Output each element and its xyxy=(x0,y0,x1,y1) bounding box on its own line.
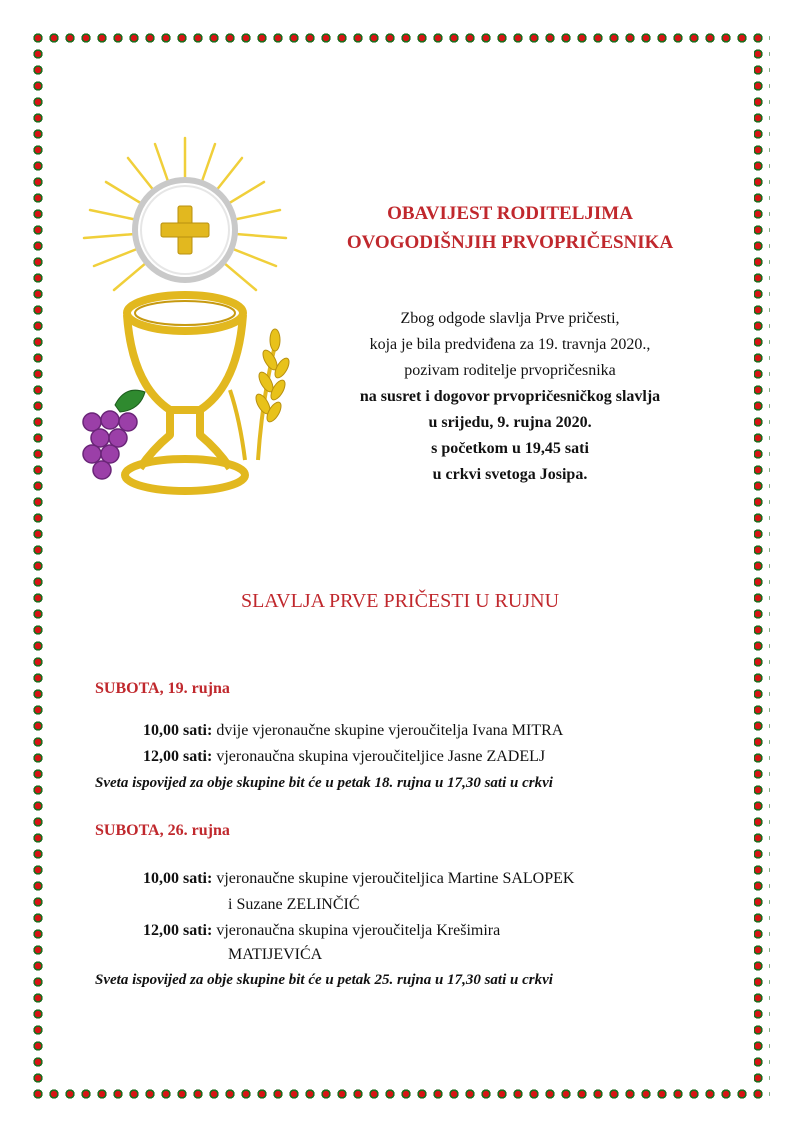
entry-time: 12,00 sati: xyxy=(143,922,213,939)
intro-line: pozivam roditelje prvopričesnika xyxy=(404,362,616,379)
intro-line: u srijedu, 9. rujna 2020. xyxy=(428,414,592,431)
entry-text: vjeronaučne skupine vjeroučiteljica Martine SALOPEK xyxy=(216,870,575,887)
day-title: SUBOTA, 19. rujna xyxy=(95,680,230,697)
intro-paragraph xyxy=(300,306,720,488)
schedule-entry xyxy=(143,922,500,940)
intro-line: u crkvi svetoga Josipa. xyxy=(432,466,588,483)
notice-heading-line1: OBAVIJEST RODITELJIMA xyxy=(387,203,633,224)
entry-continuation: MATIJEVIĆA xyxy=(228,946,323,963)
schedule-entry xyxy=(143,870,574,888)
schedule-entry xyxy=(143,722,563,740)
intro-line: na susret i dogovor prvopričesničkog slavlja xyxy=(359,388,661,405)
entry-text: vjeronaučna skupina vjeroučiteljice Jasne ZADELJ xyxy=(216,748,546,765)
intro-line: Zbog odgode slavlja Prve pričesti, xyxy=(400,310,620,327)
main-title: SLAVLJA PRVE PRIČESTI U RUJNU xyxy=(240,590,560,612)
entry-time: 12,00 sati: xyxy=(143,748,213,765)
notice-heading-line2: OVOGODIŠNJIH PRVOPRIČESNIKA xyxy=(346,232,674,253)
entry-time: 10,00 sati: xyxy=(143,870,213,887)
schedule-entry xyxy=(143,748,545,766)
day-title: SUBOTA, 26. rujna xyxy=(95,822,230,839)
entry-text: dvije vjeronaučne skupine vjeroučitelja Ivana MITRA xyxy=(216,722,564,739)
confession-note: Sveta ispovijed za obje skupine bit će u petak 18. rujna u 17,30 sati u crkvi xyxy=(95,775,553,791)
entry-text: vjeronaučna skupina vjeroučitelja Krešimira xyxy=(216,922,501,939)
entry-continuation: i Suzane ZELINČIĆ xyxy=(228,896,360,913)
confession-note: Sveta ispovijed za obje skupine bit će u petak 25. rujna u 17,30 sati u crkvi xyxy=(95,972,553,988)
entry-time: 10,00 sati: xyxy=(143,722,213,739)
chalice-host-illustration xyxy=(70,130,300,510)
intro-line: koja je bila predviđena za 19. travnja 2020., xyxy=(369,336,651,353)
intro-line: s početkom u 19,45 sati xyxy=(431,440,589,457)
